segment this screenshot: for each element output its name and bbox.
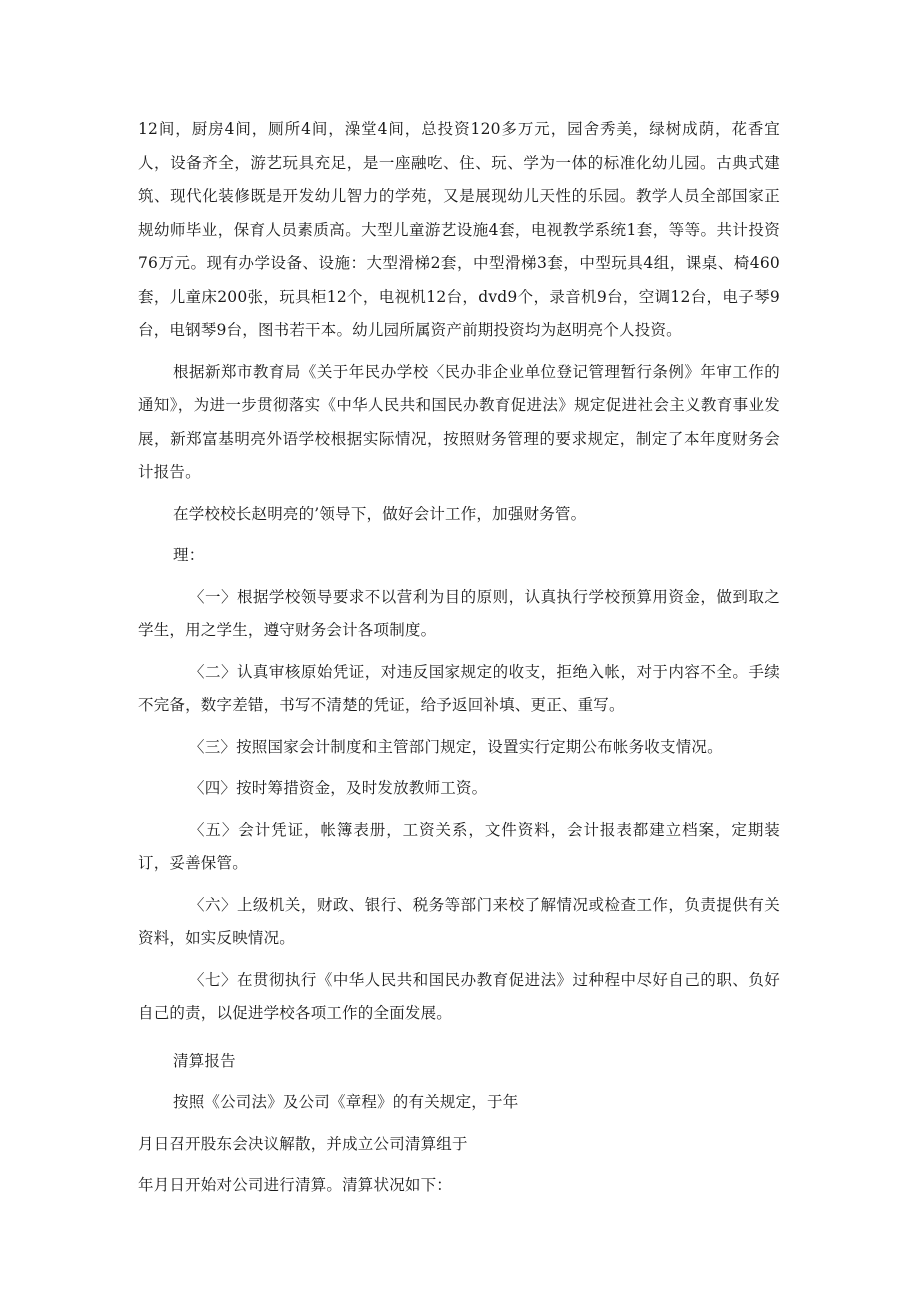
section-title: 清算报告 xyxy=(173,1051,236,1070)
intro-paragraph: 12间，厨房4间，厕所4间，澡堂4间，总投资120多万元，园舍秀美，绿树成荫，花香宜人，设备齐全，游艺玩具充足，是一座融吃、住、玩、学为一体的标准化幼儿园。古典式建筑、现代化装修既是开发幼儿智力的学苑，又是展现幼儿天性的乐园。教学人员全部国家正规幼师毕业，保育人员素质高。大型儿童游艺设施4套，电视教学系统1套，等等。共计投资76万元。现有办学设备、设施：大型滑梯2套，中型滑梯3套，中型玩具4组，课桌、椅460套，儿童床200张，玩具柜12个，电视机12台，dvd9个，录音机9台，空调12台，电子琴9台，电钢琴9台，图书若干本。幼儿园所属资产前期投资均为赵明亮个人投资。 xyxy=(138,120,780,339)
rule-item-1: 〈一〉根据学校领导要求不以营利为目的原则，认真执行学校预算用资金，做到取之学生，用之学生，遵守财务会计各项制度。 xyxy=(138,587,780,639)
education-bureau-paragraph: 根据新郑市教育局《关于年民办学校〈民办非企业单位登记管理暂行条例》年审工作的通知》，为进一步贯彻落实《中华人民共和国民办教育促进法》规定促进社会主义教育事业发展，新郑富基明亮外语学校根据实际情况，按照财务管理的要求规定，制定了本年度财务会计报告。 xyxy=(138,362,780,481)
rule-item-2: 〈二〉认真审核原始凭证，对违反国家规定的收支，拒绝入帐，对于内容不全。手续不完备，数字差错，书写不清楚的凭证，给予返回补填、更正、重写。 xyxy=(138,662,780,714)
closing-line-1: 按照《公司法》及公司《章程》的有关规定，于年 xyxy=(173,1093,519,1111)
rule-item-5: 〈五〉会计凭证，帐簿表册，工资关系，文件资料，会计报表都建立档案，定期装订，妥善保管。 xyxy=(138,820,780,872)
leadership-paragraph: 在学校校长赵明亮的’领导下，做好会计工作，加强财务管。 xyxy=(173,504,587,523)
management-label: 理： xyxy=(173,546,205,564)
closing-line-3: 年月日开始对公司进行清算。清算状况如下： xyxy=(138,1176,453,1194)
rule-item-7: 〈七〉在贯彻执行《中华人民共和国民办教育促进法》过种程中尽好自己的职、负好自己的责，以促进学校各项工作的全面发展。 xyxy=(138,970,780,1022)
rule-item-3: 〈三〉按照国家会计制度和主管部门规定，设置实行定期公布帐务收支情况。 xyxy=(189,737,723,756)
rule-item-6: 〈六〉上级机关，财政、银行、税务等部门来校了解情况或检查工作，负责提供有关资料，如实反映情况。 xyxy=(138,895,780,947)
document-page xyxy=(138,113,780,1203)
rule-item-4: 〈四〉按时筹措资金，及时发放教师工资。 xyxy=(189,779,488,797)
closing-line-2: 月日召开股东会决议解散，并成立公司清算组于 xyxy=(138,1134,468,1153)
